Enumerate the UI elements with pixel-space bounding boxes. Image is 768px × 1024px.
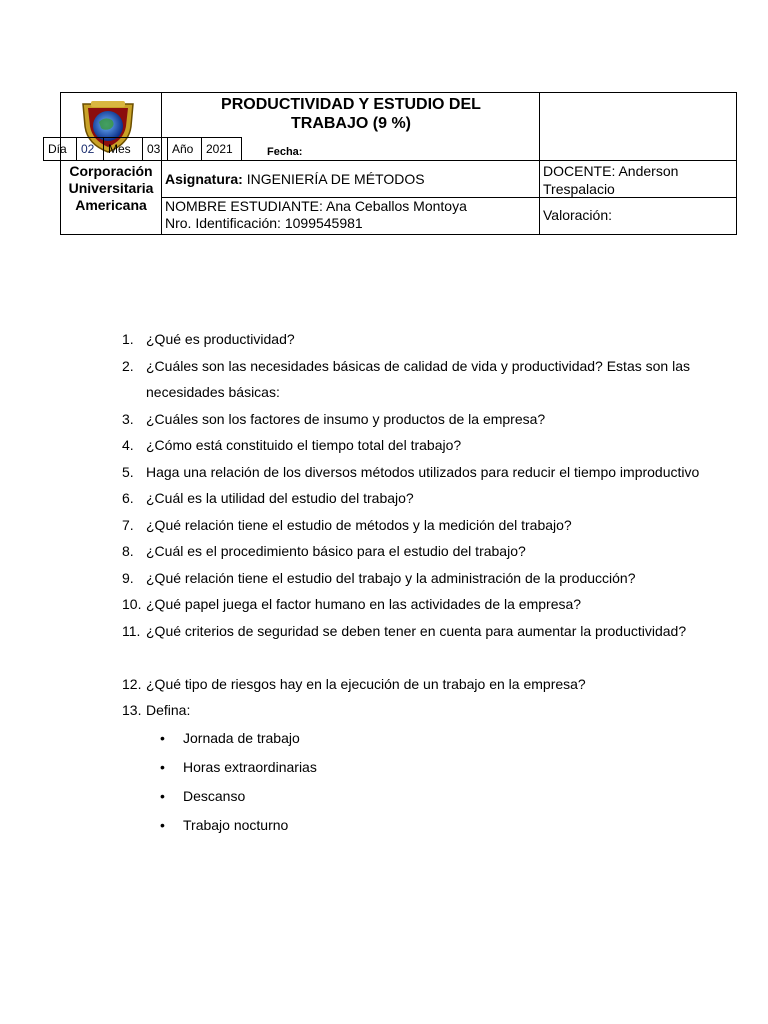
subject-label: Asignatura: — [165, 171, 243, 187]
subject-field — [165, 171, 425, 188]
definition-item: • Horas extraordinarias — [146, 753, 702, 782]
bullet-dot-icon: • — [160, 787, 165, 804]
question-item: 5. Haga una relación de los diversos métodos utilizados para reducir el tiempo improductivo — [122, 463, 700, 480]
year-value: 2021 — [201, 137, 242, 161]
document-title — [162, 95, 540, 133]
question-item: 6. ¿Cuál es la utilidad del estudio del trabajo? — [122, 490, 414, 506]
definition-item: • Descanso — [146, 782, 702, 811]
question-item: 1. ¿Qué es productividad? — [122, 331, 295, 347]
question-item: 13. Defina: • Jornada de trabajo • Horas extraordinarias • Descanso • Trabajo nocturno — [122, 697, 702, 840]
month-label: Mes — [103, 137, 143, 161]
title-line-1: PRODUCTIVIDAD Y ESTUDIO DEL — [221, 96, 481, 113]
title-line-2: TRABAJO (9 %) — [290, 115, 411, 132]
definition-item: • Jornada de trabajo — [146, 724, 702, 753]
bullet-dot-icon: • — [160, 758, 165, 775]
date-row — [44, 137, 242, 161]
day-value: 02 — [76, 137, 104, 161]
bullet-dot-icon: • — [160, 816, 165, 833]
definition-item: • Trabajo nocturno — [146, 811, 702, 840]
day-label: Día — [43, 137, 77, 161]
grade-label: Valoración: — [543, 207, 613, 223]
question-item: 4. ¿Cómo está constituido el tiempo total del trabajo? — [122, 437, 462, 453]
question-item: 11. ¿Qué criterios de seguridad se deben tener en cuenta para aumentar la productividad? — [122, 622, 687, 639]
student-field — [165, 198, 467, 232]
question-item: 2. ¿Cuáles son las necesidades básicas de calidad de vida y productividad? Estas son las necesidades básicas: — [122, 357, 690, 400]
student-name: NOMBRE ESTUDIANTE: Ana Ceballos Montoya — [165, 198, 467, 214]
student-id: Nro. Identificación: 1099545981 — [165, 215, 363, 231]
teacher-field: DOCENTE: Anderson Trespalacio — [543, 163, 679, 197]
question-item: 7. ¿Qué relación tiene el estudio de métodos y la medición del trabajo? — [122, 516, 572, 533]
question-item: 10. ¿Qué papel juega el factor humano en las actividades de la empresa? — [122, 596, 582, 612]
question-item: 9. ¿Qué relación tiene el estudio del trabajo y la administración de la producción? — [122, 569, 636, 586]
bullet-dot-icon: • — [160, 729, 165, 746]
question-item: 12. ¿Qué tipo de riesgos hay en la ejecución de un trabajo en la empresa? — [122, 675, 586, 692]
questions-list — [122, 326, 702, 840]
institution-name: Corporación Universitaria Americana — [68, 163, 154, 213]
month-value: 03 — [142, 137, 168, 161]
fecha-label: Fecha: — [267, 146, 303, 158]
question-item: 3. ¿Cuáles son los factores de insumo y productos de la empresa? — [122, 410, 546, 427]
question-item: 8. ¿Cuál es el procedimiento básico para el estudio del trabajo? — [122, 543, 526, 559]
definitions-list — [146, 724, 702, 840]
year-label: Año — [167, 137, 202, 161]
subject-value: INGENIERÍA DE MÉTODOS — [246, 171, 425, 187]
